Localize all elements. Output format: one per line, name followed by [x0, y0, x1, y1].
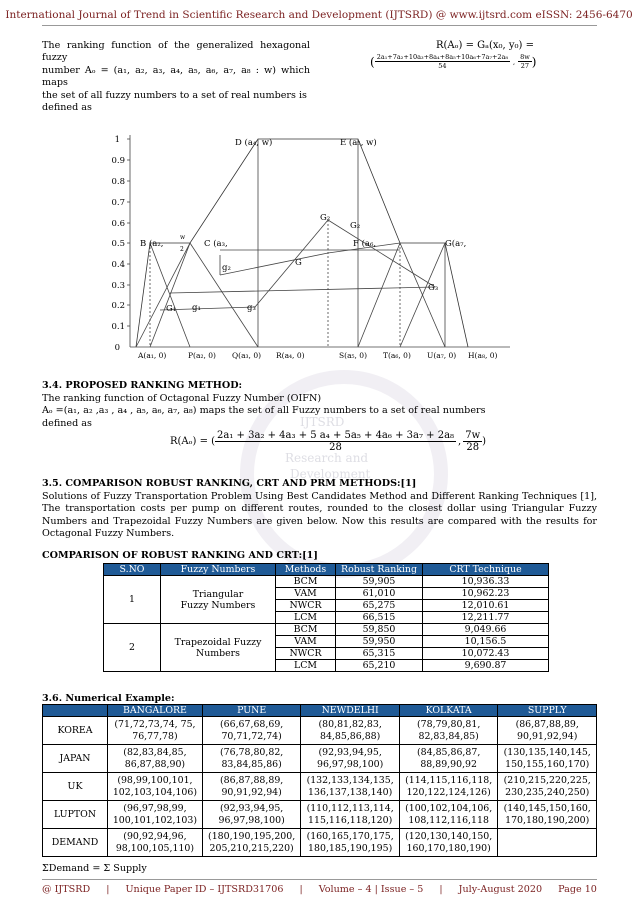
centroid-small-g2: g₂: [222, 263, 231, 273]
table2-cell: (96,97,98,99, 100,101,102,103): [108, 801, 203, 829]
numerical-example-table: [42, 704, 597, 857]
table1-header-fuzzy: Fuzzy Numbers: [161, 564, 276, 576]
table2-header-newdelhi: NEWDELHI: [301, 705, 400, 717]
table1-cell: 9,690.87: [423, 660, 549, 672]
watermark-text-2: Research and: [285, 451, 369, 465]
section-3-4-text: [42, 393, 597, 430]
base-p: P(a₂, 0): [188, 351, 216, 360]
table2-cell: (71,72,73,74, 75, 76,77,78): [108, 717, 203, 745]
table2-row-label: KOREA: [43, 717, 108, 745]
table-row: [43, 717, 597, 745]
octagonal-ranking-formula: R(Aₒ) = ( $\frac{\text{2a₁ + 3a₂ + 4a₃ + 5 a₄ + 5a₅ + 4a₆ + 3a₇ + 2a₈}}{28}$ , $\frac{7w}{28}$ ): [170, 430, 487, 453]
table1-cell: VAM: [276, 636, 336, 648]
table1-header-row: [104, 564, 549, 576]
table1-cell: 61,010: [336, 588, 423, 600]
ytick-0.9: 0.9: [111, 156, 125, 166]
table1-cell-sno: 2: [104, 624, 161, 672]
table-row: [43, 801, 597, 829]
intro-line-2: number Aₒ = (a₁, a₂, a₃, a₄, a₅, a₆, a₇, a₈ : w) which maps: [42, 64, 310, 89]
ytick-0.6: 0.6: [111, 219, 125, 229]
table2-cell: (110,112,113,114, 115,116,118,120): [301, 801, 400, 829]
table1-cell: 59,905: [336, 576, 423, 588]
table1-cell: 59,850: [336, 624, 423, 636]
table1-cell: 10,936.33: [423, 576, 549, 588]
table1-cell: BCM: [276, 624, 336, 636]
label-point-g: G(a₇,: [445, 239, 467, 249]
footer-rule: [42, 879, 597, 880]
table2-cell: (210,215,220,225, 230,235,240,250): [498, 773, 597, 801]
label-point-f: F (a₆,: [353, 239, 377, 249]
table2-header-bangalore: BANGALORE: [108, 705, 203, 717]
table1-cell: NWCR: [276, 648, 336, 660]
robust-crt-comparison-table: [103, 563, 549, 672]
ytick-0.8: 0.8: [111, 177, 125, 187]
table-row: [43, 745, 597, 773]
table1-cell: VAM: [276, 588, 336, 600]
page-footer: @ IJTSRD | Unique Paper ID – IJTSRD31706 | Volume – 4 | Issue – 5 | July-August 2020 Page 10: [42, 884, 597, 895]
table1-cell: 12,010.61: [423, 600, 549, 612]
section-3-5-paragraph: Solutions of Fuzzy Transportation Problem Using Best Candidates Method and Different Ranking Techniques [1], The transportation costs per pump on different routes, rounded to the closest dollar using Triangular Fuzzy Numbers and Trapezoidal Fuzzy Numbers are given below. Now this results are compared with the results for Octagonal Fuzzy Numbers.: [42, 491, 597, 540]
centroid-g2-alt: G₂: [350, 221, 361, 231]
table1-cell-sno: 1: [104, 576, 161, 624]
table2-cell: (84,85,86,87, 88,89,90,92: [399, 745, 498, 773]
intro-line-4: defined as: [42, 102, 92, 114]
sec34-formula-rhs: ): [482, 436, 487, 447]
table1-cell: LCM: [276, 612, 336, 624]
table-row: [104, 576, 549, 588]
label-point-c: C (a₃,: [204, 239, 228, 249]
table1-cell: 65,275: [336, 600, 423, 612]
label-point-d: D (a₄, w): [235, 138, 273, 148]
table-row: [43, 773, 597, 801]
section-3-5-heading: 3.5. COMPARISON ROBUST RANKING, CRT AND PRM METHODS:[1]: [42, 478, 417, 489]
table1-cell-fuzzy: Triangular Fuzzy Numbers: [161, 576, 276, 624]
table2-cell: (180,190,195,200, 205,210,215,220): [202, 829, 301, 857]
table2-cell: (92,93,94,95, 96,97,98,100): [202, 801, 301, 829]
table-row: [104, 624, 549, 636]
table1-cell: 59,950: [336, 636, 423, 648]
table2-cell: (82,83,84,85, 86,87,88,90): [108, 745, 203, 773]
base-q: Q(a₃, 0): [232, 351, 262, 360]
table2-cell: (140,145,150,160, 170,180,190,200): [498, 801, 597, 829]
formula-denominator-1: 54: [438, 62, 447, 70]
table2-cell: (76,78,80,82, 83,84,85,86): [202, 745, 301, 773]
table1-cell-fuzzy: Trapezoidal Fuzzy Numbers: [161, 624, 276, 672]
base-h: H(a₈, 0): [468, 351, 498, 360]
base-t: T(a₆, 0): [383, 351, 411, 360]
table1-cell: 10,962.23: [423, 588, 549, 600]
ytick-0: 0: [114, 343, 120, 353]
table2-cell: (100,102,104,106, 108,112,116,118: [399, 801, 498, 829]
ytick-0.4: 0.4: [111, 260, 125, 270]
formula-denominator-2: 27: [520, 62, 530, 70]
section-3-6-heading: 3.6. Numerical Example:: [42, 693, 175, 704]
base-u: U(a₇, 0): [427, 351, 457, 360]
table2-cell: (132,133,134,135, 136,137,138,140): [301, 773, 400, 801]
section-3-4-heading: 3.4. PROPOSED RANKING METHOD:: [42, 380, 243, 391]
formula-numerator-1: 2a₁+7a₂+10a₃+8a₄+8a₅+10a₆+7a₇+2a₈: [376, 53, 509, 61]
table2-cell: (90,92,94,96, 98,100,105,110): [108, 829, 203, 857]
table2-cell: (130,135,140,145, 150,155,160,170): [498, 745, 597, 773]
table2-header-kolkata: KOLKATA: [399, 705, 498, 717]
centroid-g1: G₁: [166, 304, 177, 314]
table2-cell: (92,93,94,95, 96,97,98,100): [301, 745, 400, 773]
table2-cell: [498, 829, 597, 857]
label-point-b: B (a₂,: [140, 239, 164, 249]
watermark-text-1: IJTSRD: [300, 415, 345, 429]
table2-cell: (160,165,170,175, 180,185,190,195): [301, 829, 400, 857]
half-w-den-1: 2: [180, 246, 184, 253]
sec34-line-3: defined as: [42, 417, 92, 429]
table1-header-crt: CRT Technique: [423, 564, 549, 576]
table2-row-label: JAPAN: [43, 745, 108, 773]
sec34-numerator-2: 7w: [465, 430, 481, 441]
table2-cell: (86,87,88,89, 90,91,92,94): [498, 717, 597, 745]
table1-cell: NWCR: [276, 600, 336, 612]
table2-cell: (98,99,100,101, 102,103,104,106): [108, 773, 203, 801]
ytick-0.3: 0.3: [111, 281, 125, 291]
table2-body: [43, 717, 597, 857]
sec34-denominator-2: 28: [466, 442, 480, 453]
footer-volume: Volume – 4 | Issue – 5: [318, 884, 424, 895]
footer-paper-id: Unique Paper ID – IJTSRD31706: [125, 884, 284, 895]
table1-cell: LCM: [276, 660, 336, 672]
formula-fraction-2: [518, 53, 532, 70]
table1-cell: 65,210: [336, 660, 423, 672]
table1-cell: 9,049.66: [423, 624, 549, 636]
table1-cell: 10,072.43: [423, 648, 549, 660]
footer-page: Page 10: [558, 884, 597, 895]
table1-cell: 10,156.5: [423, 636, 549, 648]
centroid-small-g1: g₁: [192, 303, 201, 313]
table1-cell: 66,515: [336, 612, 423, 624]
table2-cell: (86,87,88,89, 90,91,92,94): [202, 773, 301, 801]
table2-cell: (120,130,140,150, 160,170,180,190): [399, 829, 498, 857]
sec34-line-1: The ranking function of Octagonal Fuzzy Number (OIFN): [42, 393, 322, 404]
centroid-g: G: [295, 258, 302, 268]
table1-header-robust: Robust Ranking: [336, 564, 423, 576]
footer-ijtsrd: @ IJTSRD: [42, 884, 91, 895]
table2-row-label: UK: [43, 773, 108, 801]
centroid-small-g3: g₃: [247, 303, 256, 313]
table-row: [43, 829, 597, 857]
centroid-g2: G₂: [320, 213, 331, 223]
base-s: S(a₅, 0): [339, 351, 368, 360]
octagonal-fuzzy-diagram: [100, 125, 520, 360]
table2-cell: (66,67,68,69, 70,71,72,74): [202, 717, 301, 745]
half-w-num-1: w: [180, 234, 186, 241]
ytick-0.5: 0.5: [111, 239, 125, 249]
formula-fraction-1: [375, 53, 510, 70]
watermark-text-3: Development: [290, 467, 371, 481]
table1-cell: 65,315: [336, 648, 423, 660]
table2-row-label: LUPTON: [43, 801, 108, 829]
ytick-0.7: 0.7: [111, 198, 125, 208]
sec34-line-2: Aₒ =(a₁, a₂ ,a₃ , a₄ , a₅, a₆, a₇, a₈) maps the set of all Fuzzy numbers to a set of real numbers: [42, 405, 486, 417]
intro-line-1: The ranking function of the generalized hexagonal fuzzy: [42, 40, 310, 64]
demand-supply-note: ΣDemand = Σ Supply: [42, 863, 147, 874]
formula-lhs: R(Aₒ) = Gₐ(x₀, y₀) =: [435, 40, 534, 51]
ytick-0.2: 0.2: [111, 301, 125, 311]
header-rule: [42, 25, 597, 26]
footer-date: July-August 2020: [458, 884, 543, 895]
table2-header-blank: [43, 705, 108, 717]
sec34-numerator-1: 2a₁ + 3a₂ + 4a₃ + 5 a₄ + 5a₅ + 4a₆ + 3a₇ + 2a₈: [217, 430, 455, 441]
table2-header-pune: PUNE: [202, 705, 301, 717]
table2-row-label: DEMAND: [43, 829, 108, 857]
table2-header-supply: SUPPLY: [498, 705, 597, 717]
table2-cell: (114,115,116,118, 120,122,124,126): [399, 773, 498, 801]
table1-cell: BCM: [276, 576, 336, 588]
journal-header: International Journal of Trend in Scientific Research and Development (IJTSRD) @ www.ijtsrd.com eISSN: 2456-6470: [5, 9, 633, 21]
base-r: R(a₄, 0): [276, 351, 305, 360]
table1-header-sno: S.NO: [104, 564, 161, 576]
centroid-g3: G₃: [428, 283, 439, 293]
ytick-0.1: 0.1: [111, 322, 125, 332]
sec34-fraction-2: [463, 430, 482, 453]
table1-cell: 12,211.77: [423, 612, 549, 624]
table1-header-methods: Methods: [276, 564, 336, 576]
base-a: A(a₁, 0): [138, 351, 167, 360]
ytick-1: 1: [114, 135, 120, 145]
table2-cell: (78,79,80,81, 82,83,84,85): [399, 717, 498, 745]
intro-line-3: the set of all fuzzy numbers to a set of real numbers is: [42, 89, 307, 101]
intro-paragraph: [42, 40, 310, 114]
table1-title: COMPARISON OF ROBUST RANKING AND CRT:[1]: [42, 550, 318, 561]
hexagonal-ranking-formula: R(Aₒ) = Gₐ(x₀, y₀) = ( $\frac{\text{2a₁+7a₂+10a₃+8a₄+8a₅+10a₆+7a₇+2a₈}}{54}$ , $\frac{8w}{27}$ ): [370, 40, 600, 70]
table2-cell: (80,81,82,83, 84,85,86,88): [301, 717, 400, 745]
sec34-fraction-1: [215, 430, 456, 453]
sec34-denominator-1: 28: [329, 442, 342, 453]
formula-numerator-2: 8w: [520, 53, 530, 61]
sec34-formula-lhs: R(Aₒ) = (: [170, 436, 216, 447]
table1-body: [104, 576, 549, 672]
label-point-e: E (a₅, w): [340, 138, 377, 148]
table2-header-row: [43, 705, 597, 717]
